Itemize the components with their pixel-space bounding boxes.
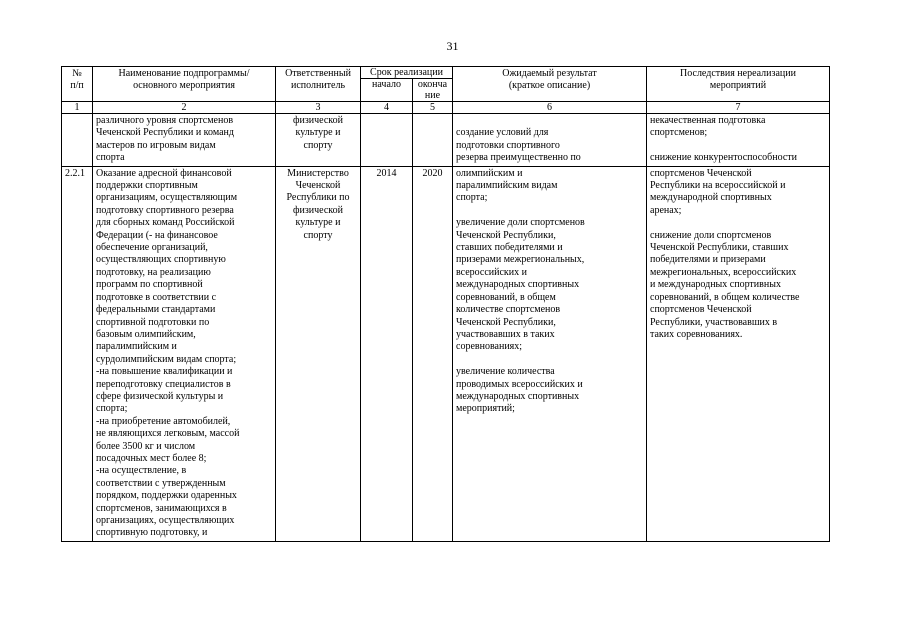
- row-end: 2020: [413, 166, 453, 541]
- row-end: [413, 114, 453, 167]
- column-number: 2: [93, 102, 276, 114]
- column-number-row: [62, 102, 830, 114]
- column-number: 3: [276, 102, 361, 114]
- header-term: Срок реализации: [361, 67, 453, 79]
- row-name: Оказание адресной финансовой поддержки спортивным организациям, осуществляющим подготовку спортивного резерва для сборных команд Российской Федерации (- на финансовое обеспечение организаций, осуществляющих спортивную подготовку, на реализацию программ по спортивной подготовке в соответствии с федеральными стандартами спортивной подготовки по базовым олимпийским, паралимпийским и сурдолимпийским видам спорта; -на повышение квалификации и переподготовку специалистов в сфере физической культуры и спорта; -на приобретение автомобилей, не являющихся легковым, массой более 3500 кг и числом посадочных мест более 8; -на осуществление, в соответствии с утвержденным порядком, поддержки одаренных спортсменов, занимающихся в организациях, осуществляющих спортивную подготовку, и: [93, 166, 276, 541]
- column-number: 4: [361, 102, 413, 114]
- column-number: 5: [413, 102, 453, 114]
- column-number: 6: [453, 102, 647, 114]
- row-start: [361, 114, 413, 167]
- table-row: [62, 166, 830, 541]
- row-num: 2.2.1: [62, 166, 93, 541]
- header-responsible: Ответственный исполнитель: [276, 67, 361, 102]
- header-consequences: Последствия нереализации мероприятий: [647, 67, 830, 102]
- table-row: [62, 114, 830, 167]
- header-num: № п/п: [62, 67, 93, 102]
- column-number: 7: [647, 102, 830, 114]
- row-result: олимпийским и паралимпийским видам спорта; увеличение доли спортсменов Чеченской Республики, ставших победителями и призерами межрегиональных, всероссийских и международных спортивных соревнований, в общем количестве спортсменов Чеченской Республики, участвовавших в таких соревнованиях; увеличение количества проводимых всероссийских и международных спортивных мероприятий;: [453, 166, 647, 541]
- program-table: [61, 66, 830, 542]
- header-result: Ожидаемый результат (краткое описание): [453, 67, 647, 102]
- column-number: 1: [62, 102, 93, 114]
- row-result: создание условий для подготовки спортивного резерва преимущественно по: [453, 114, 647, 167]
- header-end: оконча ние: [413, 79, 453, 102]
- row-start: 2014: [361, 166, 413, 541]
- row-consequences: некачественная подготовка спортсменов; снижение конкурентоспособности: [647, 114, 830, 167]
- page-number: 31: [446, 39, 459, 53]
- header-name: Наименование подпрограммы/ основного мероприятия: [93, 67, 276, 102]
- row-name: различного уровня спортсменов Чеченской Республики и команд мастеров по игровым видам спорта: [93, 114, 276, 167]
- row-num: [62, 114, 93, 167]
- header-start: начало: [361, 79, 413, 102]
- row-consequences: спортсменов Чеченской Республики на всероссийской и международной спортивных аренах; снижение доли спортсменов Чеченской Республики, ставших победителями и призерами межрегиональных, всероссийских и международных спортивных соревнований, в общем количестве спортсменов Чеченской Республики, участвовавших в таких соревнованиях.: [647, 166, 830, 541]
- row-responsible: Министерство Чеченской Республики по физической культуре и спорту: [276, 166, 361, 541]
- table-header-row: [62, 67, 830, 79]
- row-responsible: физической культуре и спорту: [276, 114, 361, 167]
